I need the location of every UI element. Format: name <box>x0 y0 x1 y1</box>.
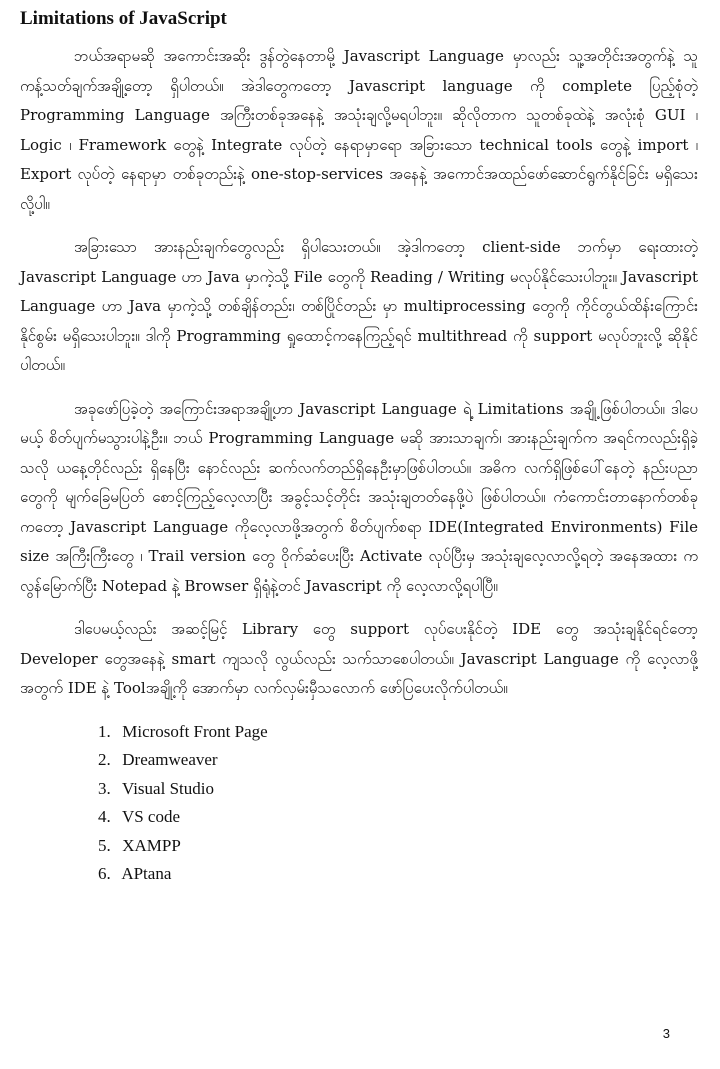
list-item-label: VS code <box>121 807 181 826</box>
list-item-number: 6. <box>98 864 111 883</box>
list-item-number: 3. <box>98 778 111 798</box>
tools-list <box>20 718 698 889</box>
list-item <box>98 718 698 747</box>
list-item-label: XAMPP <box>122 835 181 855</box>
list-item-label: Visual Studio <box>121 778 214 798</box>
list-item-label: Microsoft Front Page <box>122 721 268 741</box>
page-number: 3 <box>662 1026 670 1041</box>
list-item-label: Dreamweaver <box>122 750 218 769</box>
list-item <box>98 832 698 861</box>
list-item <box>98 803 698 832</box>
list-item <box>98 775 698 804</box>
paragraph-2: အခြားသော အားနည်းချက်တွေလည်း ရှိပါသေးတယ်။ အဲ့ဒါကတော့ client-side ဘက်မှာ ရေးထားတဲ့ Javascript Language ဟာ Java မှာကဲ့သို့ File တွေကို Reading / Writing မလုပ်နိုင်သေးပါဘူး။ Javascript Language ဟာ Java မှာကဲ့သို့ တစ်ချိန်တည်း၊ တစ်ပြိုင်တည်း မှာ multiprocessing တွေကို ကိုင်တွယ်ထိန်းကြောင်းနိုင်စွမ်း မရှိသေးပါဘူး။ ဒါကို Programming ရှုထောင့်ကနေကြည့်ရင် multithread ကို support မလုပ်ဘူးလို့ ဆိုနိုင်ပါတယ်။ <box>20 238 698 374</box>
list-item-label: APtana <box>121 864 172 883</box>
list-item <box>98 860 698 889</box>
list-item-number: 1. <box>98 721 111 741</box>
paragraph-4: ဒါပေမယ့်လည်း အဆင့်မြင့် Library တွေ support လုပ်ပေးနိုင်တဲ့ IDE တွေ အသုံးချနိုင်ရင်တော့ Developer တွေအနေနဲ့ smart ကျသလို လွယ်လည်း သက်သာစေပါတယ်။ Javascript Language ကို လေ့လာဖို့အတွက် IDE နဲ့ Toolအချို့ကို အောက်မှာ လက်လှမ်းမှီသလောက် ဖော်ပြပေးလိုက်ပါတယ်။ <box>20 620 698 697</box>
list-item-number: 5. <box>98 835 111 855</box>
paragraph-3: အခုဖော်ပြခဲ့တဲ့ အကြောင်းအရာအချို့ဟာ Javascript Language ရဲ့ Limitations အချို့ဖြစ်ပါတယ်။ ဒါပေမယ့် စိတ်ပျက်မသွားပါနဲ့ဦး။ ဘယ် Programming Language မဆို အားသာချက်၊ အားနည်းချက်က အရင်ကလည်းရှိခဲ့သလို ယနေ့တိုင်လည်း ရှိနေပြီး နောင်လည်း ဆက်လက်တည်ရှိနေဦးမှာဖြစ်ပါတယ်။ အဓိက လက်ရှိဖြစ်ပေါ်နေတဲ့ နည်းပညာတွေကို မျက်ခြေမပြတ် စောင့်ကြည့်လေ့လာပြီး အခွင့်သင့်တိုင်း အသုံးချတတ်နေဖို့ပဲ ဖြစ်ပါတယ်။ ကံကောင်းတာနောက်တစ်ခုကတော့ Javascript Language ကိုလေ့လာဖို့အတွက် စိတ်ပျက်စရာ IDE(Integrated Environments) File size အကြီးကြီးတွေ ၊ Trail version တွေ ဝိုက်ဆံပေးပြီး Activate လုပ်ပြီးမှ အသုံးချလေ့လာလို့ရတဲ့ အနေအထား ကလွန်မြောက်ပြီး Notepad နဲ့ Browser ရှိရုံနဲ့တင် Javascript ကို လေ့လာလို့ရပါပြီ။ <box>20 399 698 595</box>
list-item-number: 4. <box>98 807 111 826</box>
list-item <box>98 746 698 775</box>
paragraph-1: ဘယ်အရာမဆို အကောင်းအဆိုး ဒွန်တွဲနေတာမို့ Javascript Language မှာလည်း သူ့အတိုင်းအတွက်နဲ့ သူ ကန့်သတ်ချက်အချို့တော့ ရှိပါတယ်။ အဲဒါတွေကတော့ Javascript language ကို complete ပြည့်စုံတဲ့ Programming Language အကြီးတစ်ခုအနေနဲ့ အသုံးချလို့မရပါဘူး။ ဆိုလိုတာက သူတစ်ခုထဲနဲ့ အလုံးစုံ GUI ၊ Logic ၊ Framework တွေနဲ့ Integrate လုပ်တဲ့ နေရာမှာရော အခြားသော technical tools တွေနဲ့ import ၊ Export လုပ်တဲ့ နေရာမှာ တစ်ခုတည်းနဲ့ one-stop-services အနေနဲ့ အကောင်အထည်ဖော်ဆောင်ရွက်နိုင်ခြင်း မရှိသေးလို့ပါ။ <box>20 47 698 213</box>
page-title: Limitations of JavaScript <box>20 8 227 29</box>
list-item-number: 2. <box>98 750 111 769</box>
